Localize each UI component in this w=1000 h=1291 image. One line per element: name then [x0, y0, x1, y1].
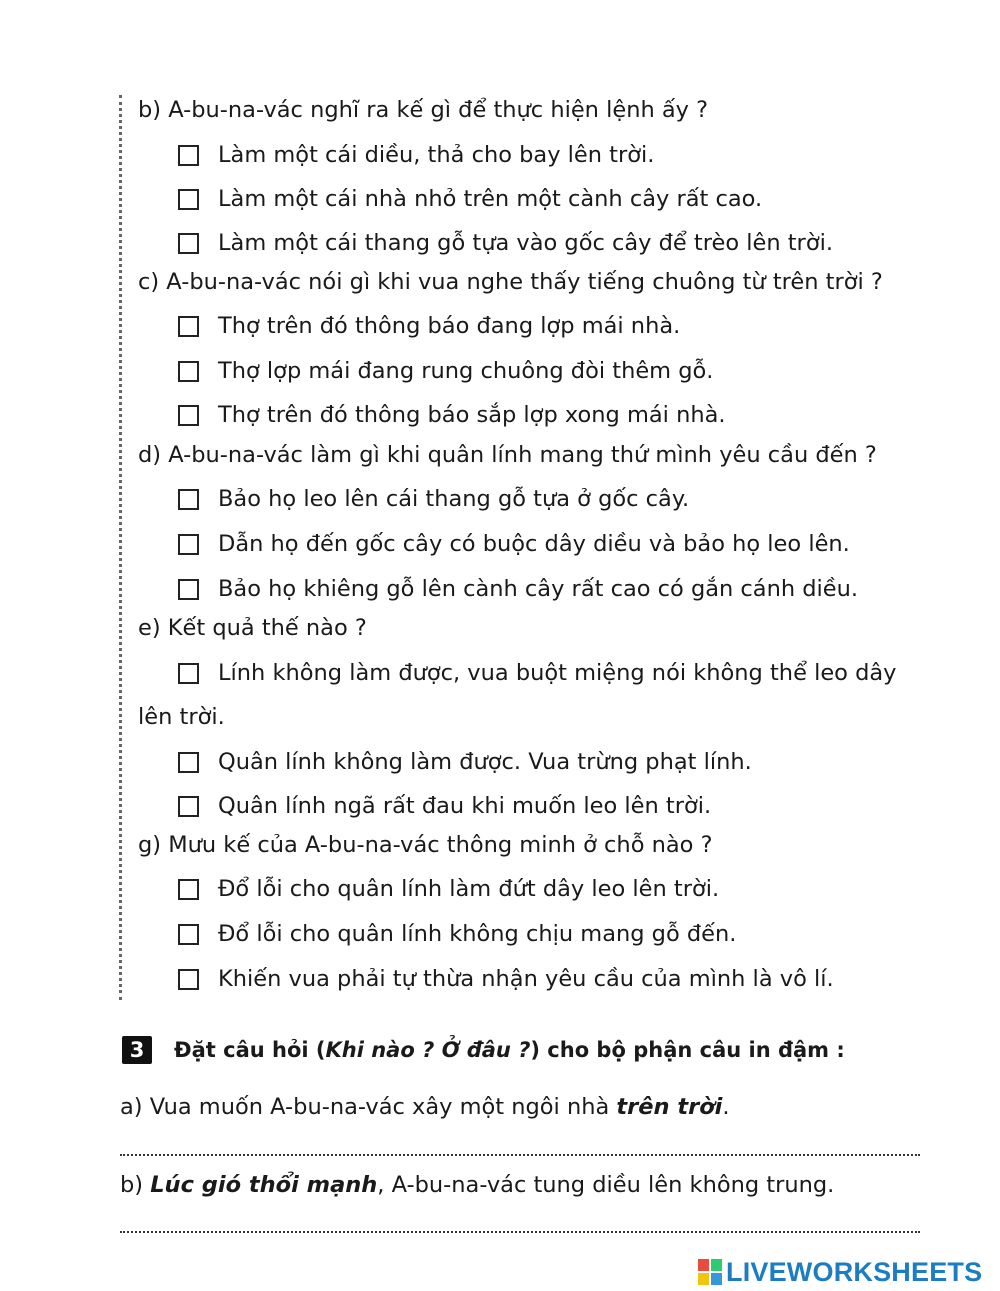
margin-dotted-rule — [119, 95, 122, 1000]
question-g-option-2[interactable]: Đổ lỗi cho quân lính không chịu mang gỗ đến. — [178, 919, 736, 949]
logo-square-red — [698, 1259, 709, 1271]
checkbox[interactable] — [178, 233, 199, 254]
question-d-option-2[interactable]: Dẫn họ đến gốc cây có buộc dây diều và bảo họ leo lên. — [178, 529, 850, 559]
checkbox[interactable] — [178, 579, 199, 600]
section-3-item-b: b) Lúc gió thổi mạnh, A-bu-na-vác tung diều lên không trung. — [120, 1172, 835, 1198]
question-d-option-3[interactable]: Bảo họ khiêng gỗ lên cành cây rất cao có gắn cánh diều. — [178, 574, 858, 604]
question-g-option-3[interactable]: Khiến vua phải tự thừa nhận yêu cầu của mình là vô lí. — [178, 964, 834, 994]
answer-a-input[interactable] — [120, 1128, 920, 1156]
question-b-option-2[interactable]: Làm một cái nhà nhỏ trên một cành cây rất cao. — [178, 184, 762, 214]
checkbox[interactable] — [178, 316, 199, 337]
logo-square-green — [711, 1259, 722, 1271]
checkbox[interactable] — [178, 405, 199, 426]
checkbox[interactable] — [178, 796, 199, 817]
answer-b-input[interactable] — [120, 1205, 920, 1233]
logo-square-yellow — [698, 1273, 709, 1285]
question-c-option-3[interactable]: Thợ trên đó thông báo sắp lợp xong mái nhà. — [178, 400, 726, 430]
question-g-option-1[interactable]: Đổ lỗi cho quân lính làm đứt dây leo lên trời. — [178, 874, 719, 904]
question-b-option-1[interactable]: Làm một cái diều, thả cho bay lên trời. — [178, 140, 654, 170]
section-3-item-a: a) Vua muốn A-bu-na-vác xây một ngôi nhà trên trời. — [120, 1094, 730, 1120]
section-number-badge: 3 — [122, 1036, 152, 1064]
logo-square-blue — [711, 1273, 722, 1285]
checkbox[interactable] — [178, 924, 199, 945]
checkbox[interactable] — [178, 145, 199, 166]
checkbox[interactable] — [178, 663, 199, 684]
section-3-heading: 3 Đặt câu hỏi ( Khi nào ? Ở đâu ? ) cho bộ phận câu in đậm : — [122, 1035, 845, 1065]
checkbox[interactable] — [178, 534, 199, 555]
question-c-option-2[interactable]: Thợ lợp mái đang rung chuông đòi thêm gỗ. — [178, 356, 713, 386]
question-c-option-1[interactable]: Thợ trên đó thông báo đang lợp mái nhà. — [178, 311, 680, 341]
question-b-prompt: b) A-bu-na-vác nghĩ ra kế gì để thực hiện lệnh ấy ? — [138, 97, 709, 123]
question-e-option-1-continuation: lên trời. — [138, 704, 225, 730]
question-e-option-3[interactable]: Quân lính ngã rất đau khi muốn leo lên trời. — [178, 791, 711, 821]
question-d-prompt: d) A-bu-na-vác làm gì khi quân lính mang thứ mình yêu cầu đến ? — [138, 442, 877, 468]
question-d-option-1[interactable]: Bảo họ leo lên cái thang gỗ tựa ở gốc cây. — [178, 484, 689, 514]
checkbox[interactable] — [178, 969, 199, 990]
question-e-option-1[interactable]: Lính không làm được, vua buột miệng nói không thể leo dây — [178, 658, 896, 688]
checkbox[interactable] — [178, 489, 199, 510]
question-e-prompt: e) Kết quả thế nào ? — [138, 615, 367, 641]
checkbox[interactable] — [178, 879, 199, 900]
question-e-option-2[interactable]: Quân lính không làm được. Vua trừng phạt lính. — [178, 747, 752, 777]
question-c-prompt: c) A-bu-na-vác nói gì khi vua nghe thấy tiếng chuông từ trên trời ? — [138, 269, 883, 295]
checkbox[interactable] — [178, 361, 199, 382]
checkbox[interactable] — [178, 189, 199, 210]
liveworksheets-logo-icon — [698, 1259, 722, 1285]
checkbox[interactable] — [178, 752, 199, 773]
liveworksheets-logo — [698, 1258, 982, 1286]
logo-text: LIVEWORKSHEETS — [726, 1257, 983, 1287]
question-g-prompt: g) Mưu kế của A-bu-na-vác thông minh ở chỗ nào ? — [138, 832, 713, 858]
question-b-option-3[interactable]: Làm một cái thang gỗ tựa vào gốc cây để trèo lên trời. — [178, 228, 833, 258]
